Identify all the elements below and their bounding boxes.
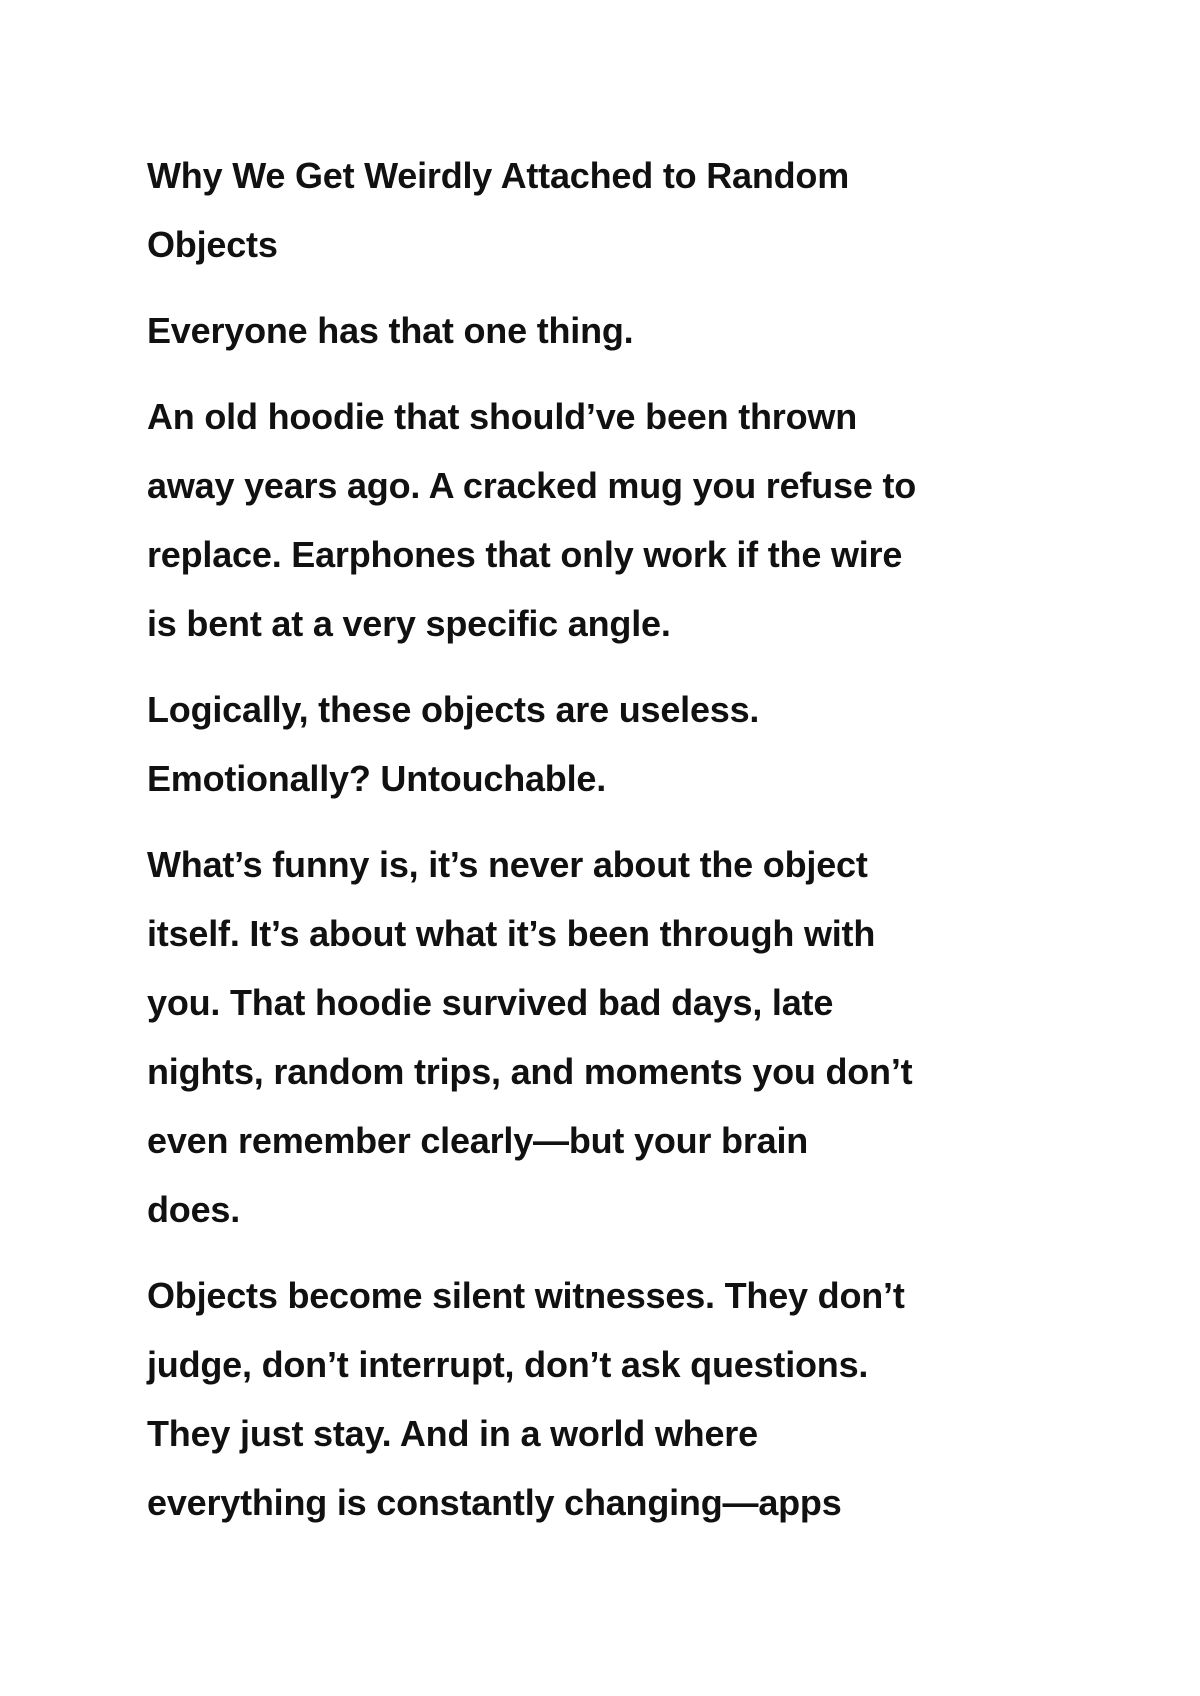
document-title [147,141,1077,279]
paragraph-line: away years ago. A cracked mug you refuse to [147,465,917,506]
paragraph [147,382,1077,658]
paragraph [147,1261,1077,1537]
title-line: Objects [147,224,278,265]
paragraph-line: even remember clearly—but your brain [147,1120,809,1161]
paragraph-line: Emotionally? Untouchable. [147,758,607,799]
paragraph [147,830,1077,1244]
paragraph-line: judge, don’t interrupt, don’t ask questions. [147,1344,869,1385]
paragraph-line: Everyone has that one thing. [147,310,634,351]
document-body [147,141,1077,1554]
paragraph-line: nights, random trips, and moments you don’t [147,1051,913,1092]
paragraph-line: What’s funny is, it’s never about the object [147,844,868,885]
paragraph-line: Objects become silent witnesses. They don’t [147,1275,905,1316]
paragraph-line: you. That hoodie survived bad days, late [147,982,834,1023]
paragraph-line: is bent at a very specific angle. [147,603,671,644]
paragraph-line: An old hoodie that should’ve been thrown [147,396,857,437]
paragraph-line: They just stay. And in a world where [147,1413,758,1454]
paragraph [147,675,1077,813]
title-line: Why We Get Weirdly Attached to Random [147,155,850,196]
paragraph [147,296,1077,365]
paragraph-line: Logically, these objects are useless. [147,689,760,730]
paragraph-line: everything is constantly changing—apps [147,1482,842,1523]
paragraph-line: itself. It’s about what it’s been through with [147,913,876,954]
paragraph-line: does. [147,1189,241,1230]
paragraph-line: replace. Earphones that only work if the wire [147,534,903,575]
